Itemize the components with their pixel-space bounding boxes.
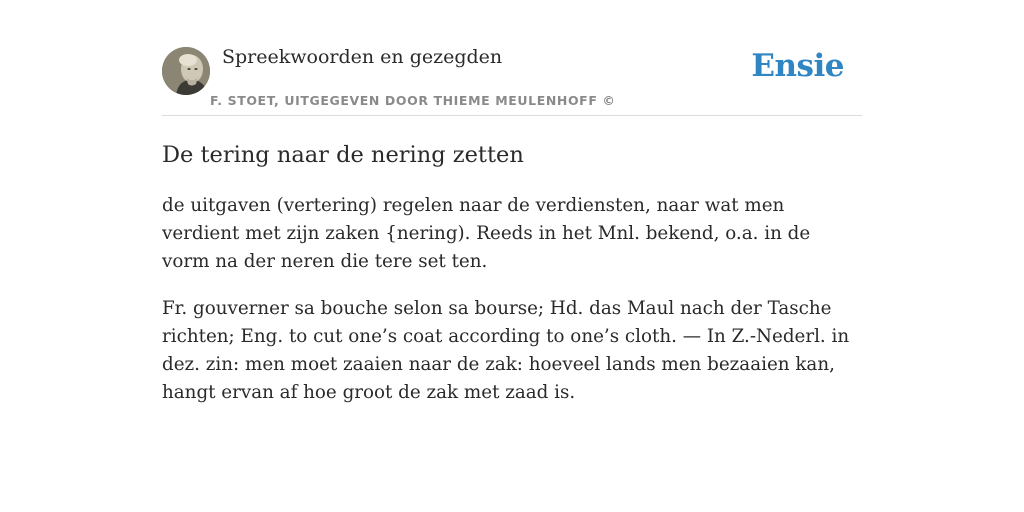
entry-title: De tering naar de nering zetten — [162, 142, 524, 168]
entry-header — [162, 40, 862, 116]
entry-paragraph-definition: de uitgaven (vertering) regelen naar de verdiensten, naar wat men verdient met zijn zaken {nering). Reeds in het Mnl. bekend, o.a. in de vorm na der neren die tere set ten. — [162, 195, 811, 272]
ensie-logo-link[interactable]: Ensie — [751, 48, 844, 84]
author-portrait-avatar — [162, 47, 210, 95]
entry-card — [162, 40, 862, 407]
portrait-image — [162, 47, 210, 95]
entry-paragraph-equivalents: Fr. gouverner sa bouche selon sa bourse; Hd. das Maul nach der Tasche richten; Eng. to cut one’s coat according to one’s cloth. — In Z.-Nederl. in dez. zin: men moet zaaien naar de zak: hoeveel lands men bezaaien kan, hangt ervan af hoe groot de zak met zaad is. — [162, 298, 850, 403]
book-title-link[interactable]: Spreekwoorden en gezegden — [222, 46, 503, 68]
publisher-credit: F. STOET, UITGEGEVEN DOOR THIEME MEULENHOFF © — [210, 93, 616, 108]
